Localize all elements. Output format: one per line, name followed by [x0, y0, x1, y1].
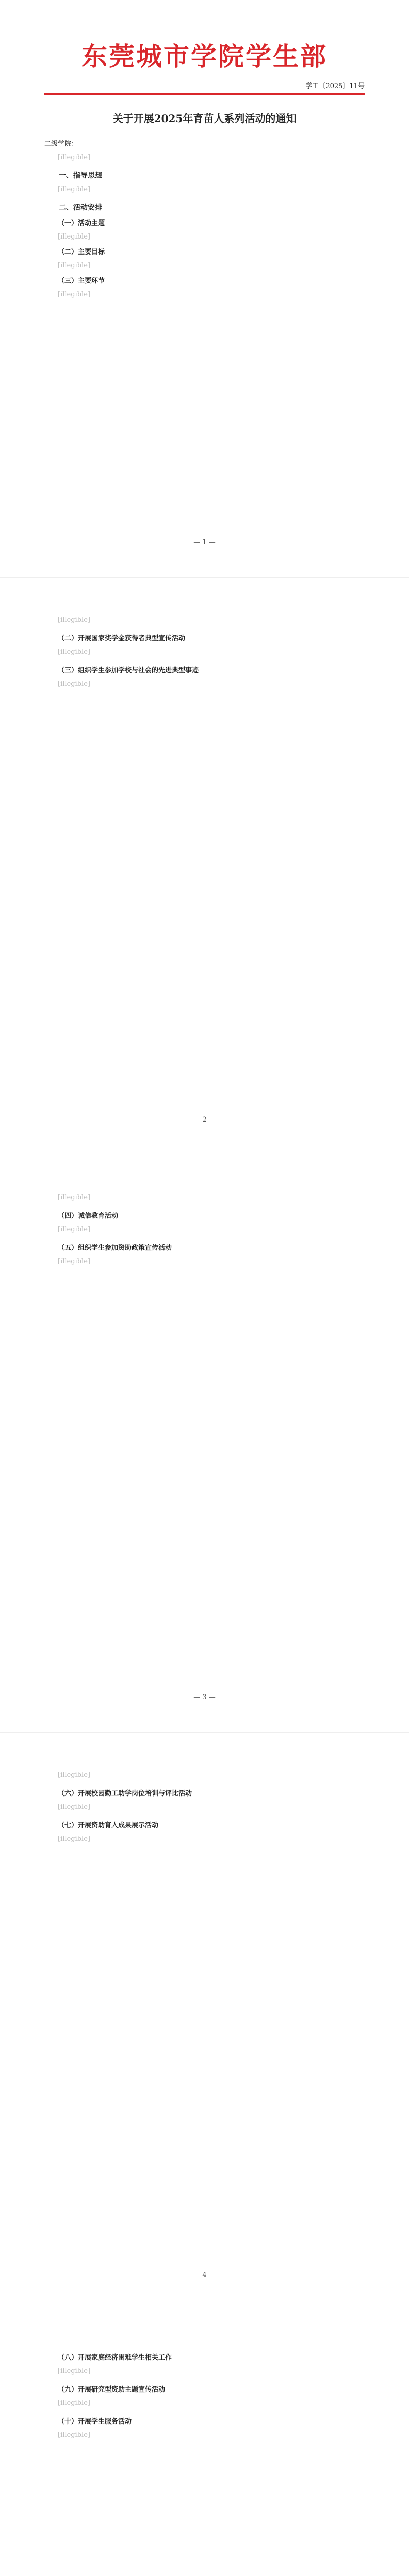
section-paragraph: [illegible] [58, 1835, 90, 1843]
document-page-5 [0, 2310, 409, 2576]
document-page-4 [0, 1733, 409, 2299]
section-paragraph: [illegible] [58, 1226, 90, 1233]
section-paragraph: [illegible] [58, 1803, 90, 1811]
section-paragraph: [illegible] [58, 2431, 90, 2439]
activity-item-title: （五）组织学生参加资助政策宣传活动 [58, 1244, 172, 1252]
intro-paragraph: [illegible] [58, 154, 90, 161]
salutation: 二级学院： [44, 140, 78, 148]
section-paragraph: [illegible] [58, 648, 90, 656]
document-page-3 [0, 1155, 409, 1722]
subsection-heading-theme: （一）活动主题 [58, 219, 105, 227]
section-paragraph: [illegible] [58, 2367, 90, 2375]
section-paragraph: [illegible] [58, 616, 90, 624]
activity-item-title: （十）开展学生服务活动 [58, 2418, 132, 2426]
letterhead-title: 东莞城市学院学生部 [81, 42, 328, 72]
subsection-heading-goals: （二）主要目标 [58, 248, 105, 256]
section-paragraph: [illegible] [58, 1258, 90, 1265]
page-number: — 4 — [193, 2271, 216, 2279]
activity-item-title: （二）开展国家奖学金获得者典型宣传活动 [58, 635, 186, 642]
activity-item-title: （七）开展资助育人成果展示活动 [58, 1822, 159, 1829]
activity-item-title: （三）组织学生参加学校与社会的先进典型事迹 [58, 667, 199, 674]
section-paragraph: [illegible] [58, 262, 90, 269]
section-paragraph: [illegible] [58, 291, 90, 298]
section-paragraph: [illegible] [58, 1194, 90, 1201]
page-number: — 1 — [193, 538, 216, 546]
page-number: — 3 — [193, 1693, 216, 1701]
activity-item-title: （六）开展校园勤工助学岗位培训与评比活动 [58, 1790, 192, 1798]
section-heading-guiding-ideology: 一、指导思想 [59, 172, 102, 180]
section-paragraph: [illegible] [58, 1771, 90, 1779]
document-page-2 [0, 578, 409, 1144]
letterhead-red-rule [44, 93, 365, 95]
activity-item-title: （九）开展研究型资助主题宣传活动 [58, 2386, 166, 2394]
subsection-heading-main-steps: （三）主要环节 [58, 277, 105, 285]
document-number: 学工〔2025〕11号 [305, 82, 365, 90]
activity-item-title: （四）诚信教育活动 [58, 1212, 119, 1220]
section-paragraph: [illegible] [58, 680, 90, 688]
notice-title: 关于开展2025年育苗人系列活动的通知 [112, 112, 297, 125]
section-heading-activity-arrangement: 二、活动安排 [59, 204, 102, 212]
section-paragraph: [illegible] [58, 185, 90, 193]
document-page-1 [0, 0, 409, 567]
section-paragraph: [illegible] [58, 2399, 90, 2407]
section-paragraph: [illegible] [58, 233, 90, 241]
page-number: — 2 — [193, 1116, 216, 1124]
activity-item-title: （八）开展家庭经济困难学生相关工作 [58, 2354, 172, 2362]
